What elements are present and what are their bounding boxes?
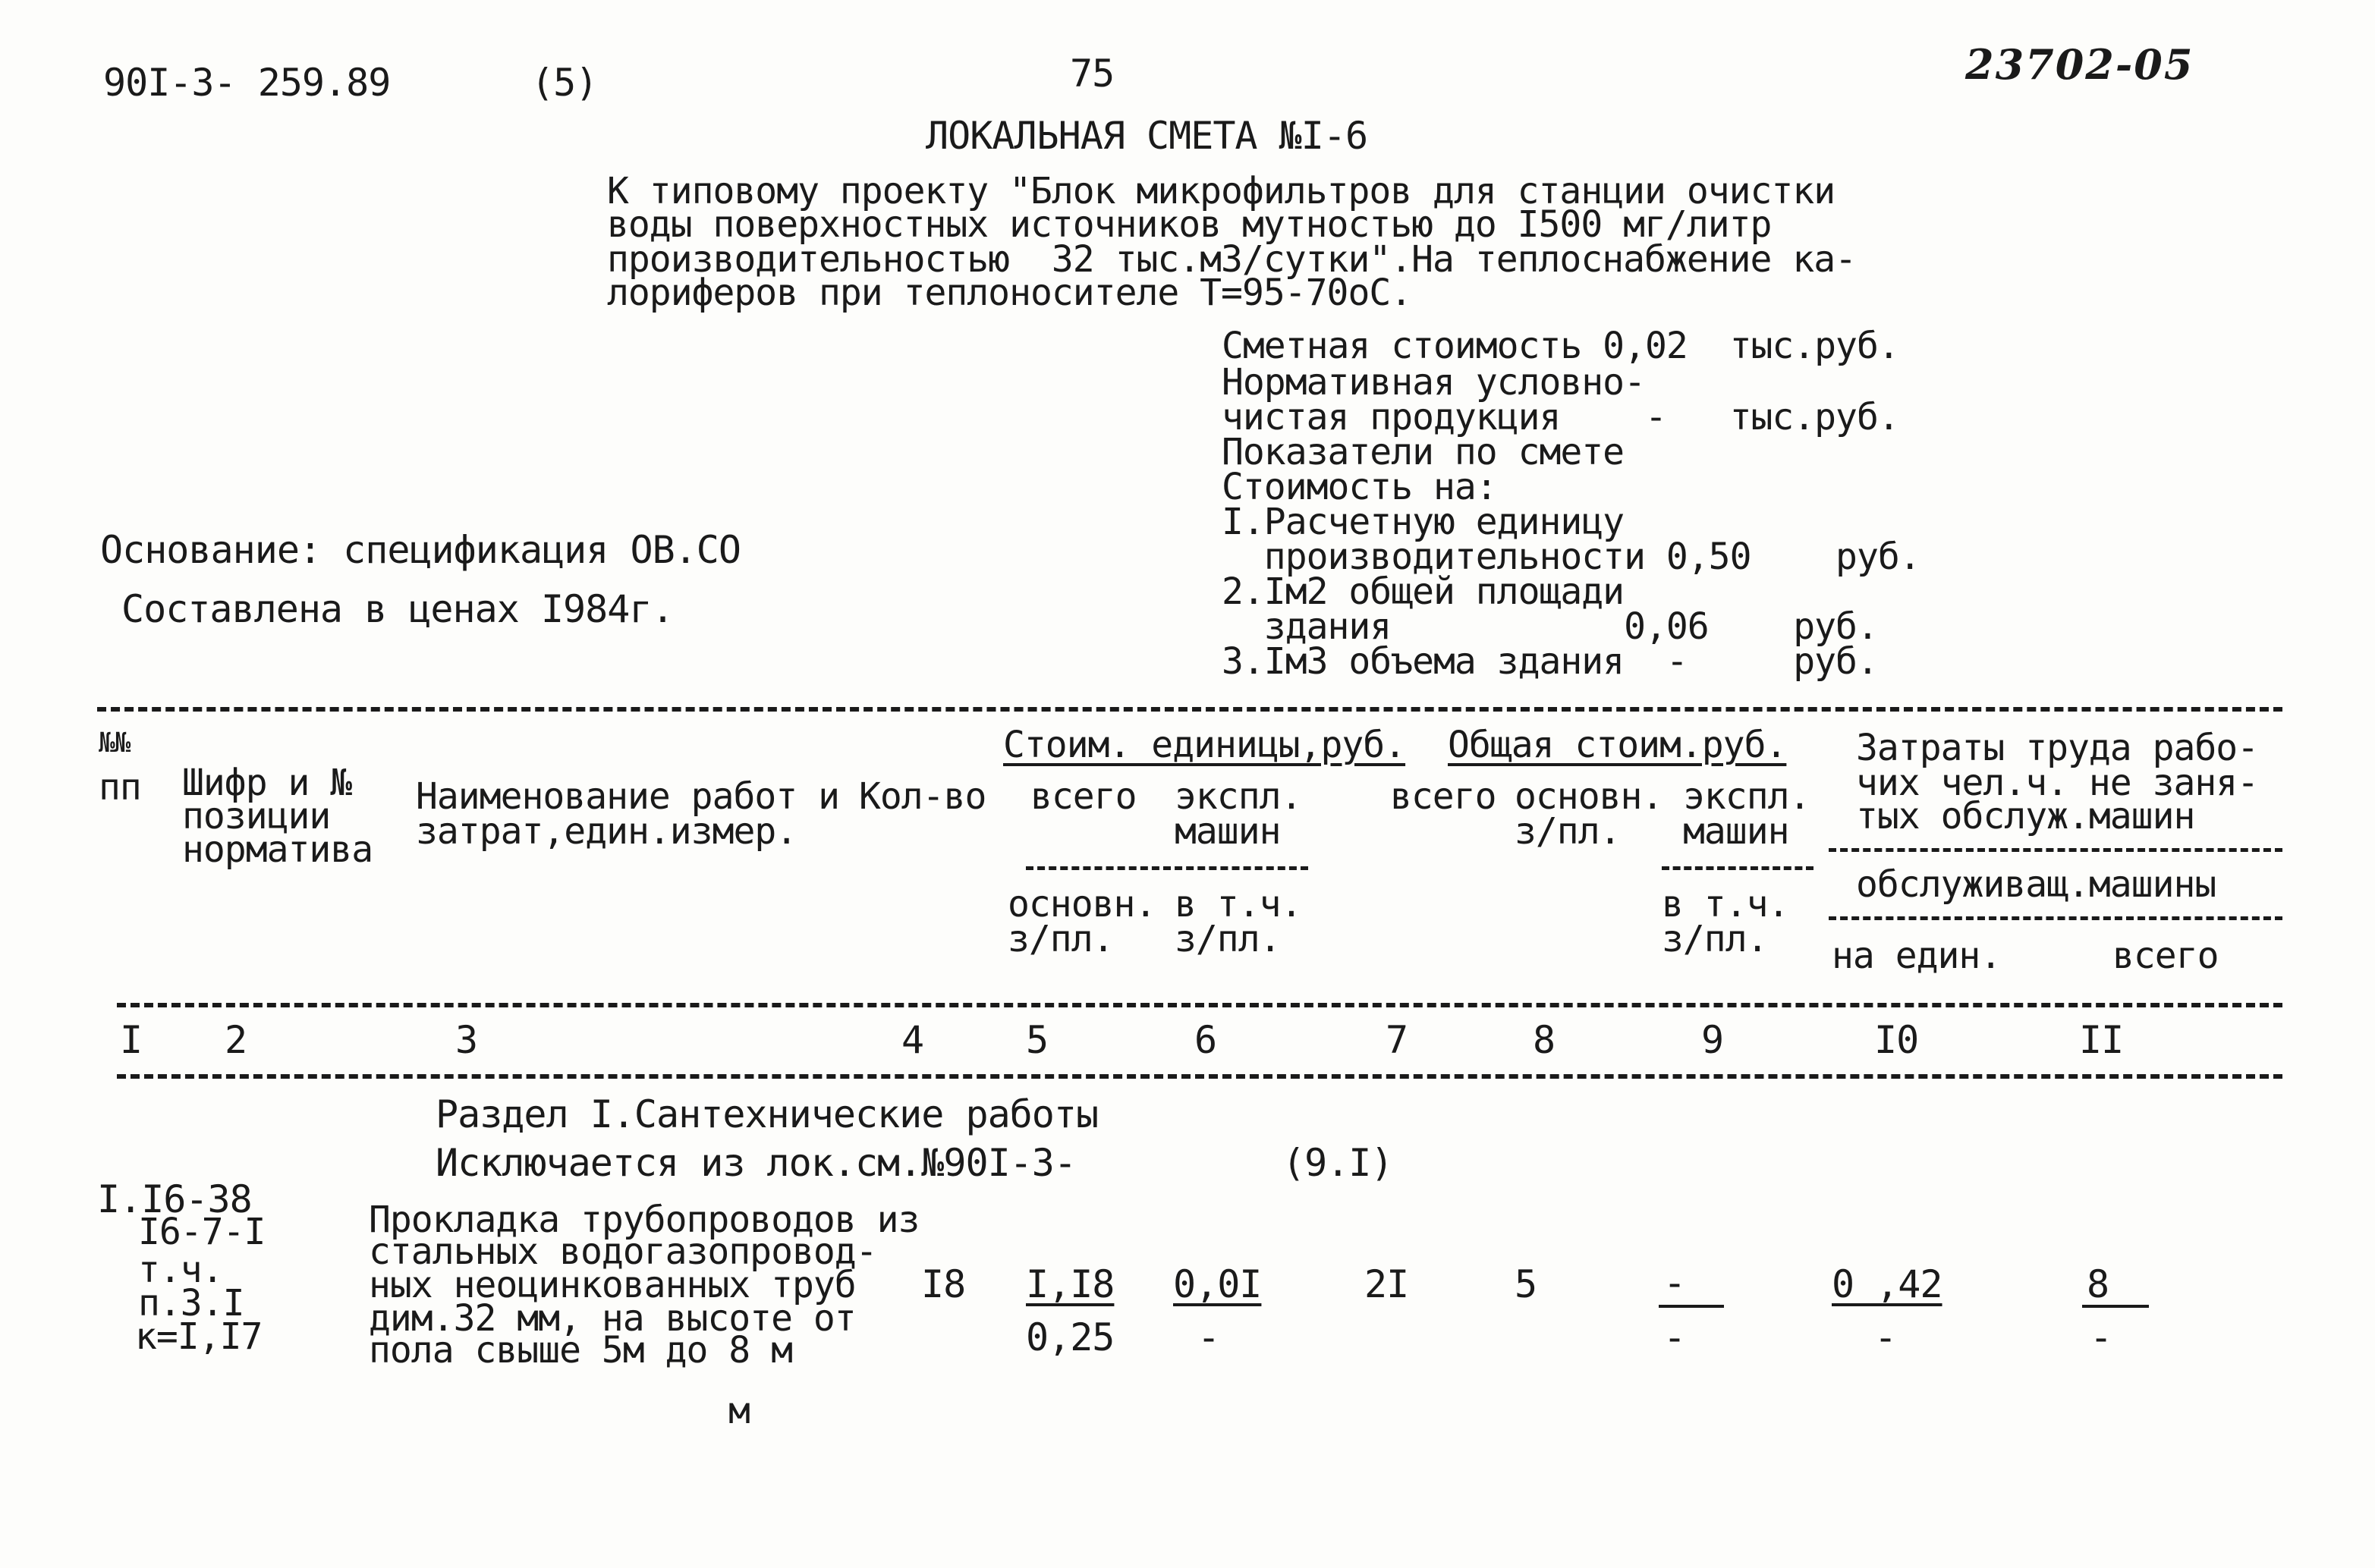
col-total-mach-1: экспл. bbox=[1683, 775, 1810, 818]
col-number: I0 bbox=[1874, 1018, 1919, 1062]
col-total-incl-2: з/пл. bbox=[1662, 918, 1768, 960]
price-basis-line: Составлена в ценах I984г. bbox=[121, 587, 674, 631]
unit-sub-rule bbox=[1026, 866, 1308, 870]
col-cipher-1: Шифр и № bbox=[182, 762, 352, 804]
table-top-rule bbox=[97, 707, 2282, 712]
excluded-line: Исключается из лок.см.№90I-3- bbox=[436, 1141, 1076, 1185]
col-unit-incl-2: з/пл. bbox=[1175, 918, 1281, 960]
row-code-5: к=I,I7 bbox=[135, 1315, 263, 1358]
row-unit-base: 0,25 bbox=[1026, 1315, 1115, 1359]
page-title: ЛОКАЛЬНАЯ СМЕТА №I-6 bbox=[926, 114, 1368, 158]
col-labor-2: чих чел.ч. не заня- bbox=[1856, 762, 2259, 804]
column-numbers-rule bbox=[117, 1074, 2282, 1079]
col-labor-all: всего bbox=[2112, 935, 2219, 977]
col-number: 3 bbox=[455, 1018, 478, 1062]
col-cipher-2: позиции bbox=[182, 795, 331, 837]
col-total-total: всего bbox=[1390, 775, 1496, 818]
col-total-incl-1: в т.ч. bbox=[1662, 883, 1789, 925]
row-labor-all: 8 bbox=[2087, 1262, 2109, 1306]
row-total-mach: - bbox=[1663, 1261, 1686, 1305]
cost-line-7: производительности 0,50 руб. bbox=[1222, 536, 1920, 578]
col-unit-mach-2: машин bbox=[1175, 810, 1281, 853]
col-total-cost: Общая стоим.руб. bbox=[1448, 724, 1787, 766]
col-unit-mach-1: экспл. bbox=[1175, 775, 1302, 818]
col-unit-base-2: з/пл. bbox=[1008, 918, 1114, 960]
excluded-ref: (9.I) bbox=[1282, 1141, 1393, 1185]
total-sub-rule bbox=[1662, 866, 1813, 870]
cost-line-6: I.Расчетную единицу bbox=[1222, 501, 1625, 543]
description-line-3: производительностью 32 тыс.м3/сутки".На теплоснабжение ка- bbox=[607, 238, 1857, 281]
handwritten-stamp: 23702-05 bbox=[1965, 40, 2194, 89]
col-number: 4 bbox=[901, 1018, 924, 1062]
row-qty: I8 bbox=[921, 1262, 966, 1306]
col-nn: пп bbox=[99, 766, 141, 809]
row-name-5: пола свыше 5м до 8 м bbox=[369, 1329, 792, 1372]
row-unit-mach: 0,0I bbox=[1173, 1262, 1262, 1306]
row-labor-unit-mach: - bbox=[1874, 1315, 1897, 1359]
row-total-base: 5 bbox=[1515, 1262, 1537, 1306]
row-code-3: т.ч. bbox=[138, 1249, 223, 1291]
description-line-2: воды поверхностных источников мутностью до I500 мг/литр bbox=[607, 203, 1772, 246]
description-line-1: К типовому проекту "Блок микрофильтров для станции очистки bbox=[607, 170, 1836, 212]
col-number: I bbox=[120, 1018, 143, 1062]
col-labor-1: Затраты труда рабо- bbox=[1856, 727, 2259, 769]
row-code-1: I.I6-38 bbox=[97, 1177, 252, 1221]
col-labor-3: тых обслуж.машин bbox=[1856, 795, 2195, 837]
col-total-base-2: з/пл. bbox=[1515, 810, 1621, 853]
col-name-1: Наименование работ и bbox=[416, 775, 839, 818]
cost-line-2: Нормативная условно- bbox=[1222, 361, 1645, 404]
col-labor-4: обслуживащ.машины bbox=[1856, 863, 2216, 906]
col-number: 8 bbox=[1533, 1018, 1556, 1062]
col-name-2: затрат,един.измер. bbox=[416, 810, 797, 853]
cost-line-10: 3.Iм3 объема здания - руб. bbox=[1222, 640, 1878, 683]
cost-line-3: чистая продукция - тыс.руб. bbox=[1222, 396, 1899, 438]
col-total-base-1: основн. bbox=[1515, 775, 1663, 818]
row-labor-unit: 0 ,42 bbox=[1832, 1262, 1942, 1306]
row-total-mach-underline bbox=[1659, 1305, 1724, 1308]
cost-line-5: Стоимость на: bbox=[1222, 466, 1497, 508]
header-bottom-rule bbox=[117, 1003, 2282, 1007]
row-code-4: п.3.I bbox=[138, 1282, 244, 1324]
labor-sub-rule-2 bbox=[1829, 916, 2282, 920]
col-unit-incl-1: в т.ч. bbox=[1175, 883, 1302, 925]
row-code-2: I6-7-I bbox=[138, 1211, 266, 1253]
col-nn-top: №№ bbox=[99, 727, 131, 759]
cost-line-9: здания 0,06 руб. bbox=[1222, 605, 1878, 648]
row-name-1: Прокладка трубопроводов из bbox=[369, 1199, 920, 1241]
page-number: 75 bbox=[1070, 52, 1115, 96]
row-name-3: ных неоцинкованных труб bbox=[369, 1264, 856, 1306]
row-total-mach-incl: - bbox=[1663, 1315, 1686, 1359]
col-number: 2 bbox=[225, 1018, 247, 1062]
row-name-4: дим.32 мм, на высоте от bbox=[369, 1297, 856, 1340]
col-number: II bbox=[2079, 1018, 2124, 1062]
row-unit-total: I,I8 bbox=[1026, 1262, 1115, 1306]
col-number: 5 bbox=[1026, 1018, 1049, 1062]
cost-estimate: Сметная стоимость 0,02 тыс.руб. bbox=[1222, 325, 1899, 367]
row-unit: м bbox=[728, 1390, 750, 1432]
col-cipher-3: норматива bbox=[182, 828, 373, 871]
col-number: 9 bbox=[1701, 1018, 1724, 1062]
section-title: Раздел I.Сантехнические работы bbox=[436, 1092, 1099, 1136]
col-unit-base-1: основн. bbox=[1008, 883, 1156, 925]
row-unit-mach-incl: - bbox=[1197, 1315, 1220, 1359]
labor-sub-rule-1 bbox=[1829, 848, 2282, 852]
cost-line-8: 2.Iм2 общей площади bbox=[1222, 570, 1625, 613]
col-qty: Кол-во bbox=[859, 775, 986, 818]
row-labor-all-underline bbox=[2082, 1305, 2149, 1308]
description-line-4: лориферов при теплоносителе Т=95-70оС. bbox=[607, 272, 1412, 314]
cost-line-4: Показатели по смете bbox=[1222, 431, 1625, 473]
doc-code: 90I-3- 259.89 bbox=[103, 61, 391, 105]
col-number: 6 bbox=[1194, 1018, 1217, 1062]
col-total-mach-2: машин bbox=[1683, 810, 1789, 853]
col-unit-total: всего bbox=[1030, 775, 1137, 818]
basis-line: Основание: спецификация ОВ.СО bbox=[100, 528, 741, 572]
row-labor-all-mach: - bbox=[2090, 1315, 2112, 1359]
col-unit-cost: Стоим. единицы,руб. bbox=[1003, 724, 1406, 766]
col-number: 7 bbox=[1386, 1018, 1408, 1062]
row-name-2: стальных водогазопровод- bbox=[369, 1230, 877, 1273]
col-labor-per-unit: на един. bbox=[1832, 935, 2002, 977]
row-total: 2I bbox=[1364, 1262, 1409, 1306]
part-number: (5) bbox=[531, 61, 598, 105]
